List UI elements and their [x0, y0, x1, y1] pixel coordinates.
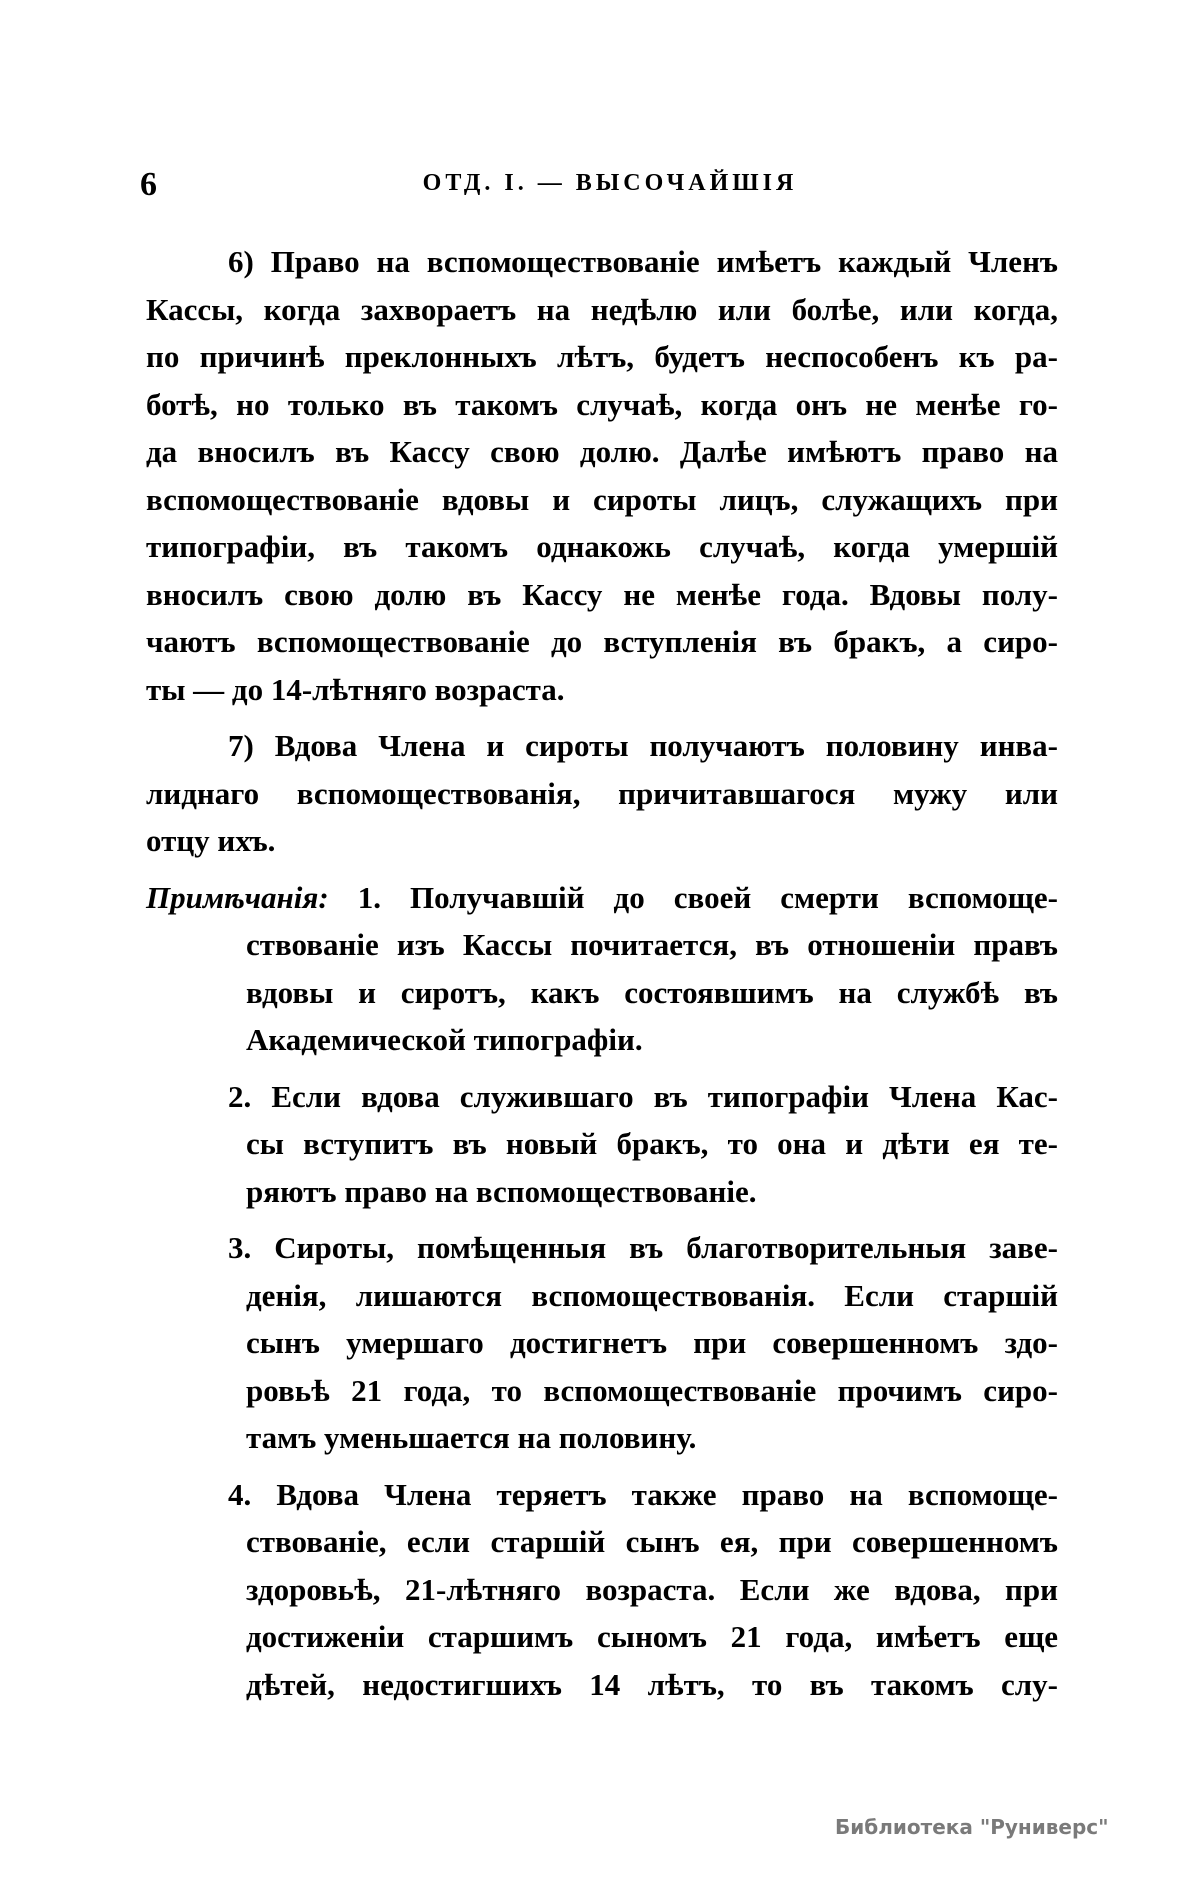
line-text: ботѣ, но только въ такомъ случаѣ, когда онъ не менѣе го-	[146, 386, 1058, 422]
line-text: вспомоществованіе вдовы и сироты лицъ, служащихъ при	[146, 481, 1058, 517]
line-text: лиднаго вспомоществованія, причитавшагося мужу или	[146, 775, 1058, 811]
text-line	[146, 618, 1058, 666]
page-number: 6	[140, 166, 157, 203]
text-line	[146, 1613, 1058, 1661]
text-line	[146, 1168, 1058, 1216]
line-text: чаютъ вспомоществованіе до вступленія въ бракъ, а сиро-	[146, 624, 1058, 659]
line-text: сы вступитъ въ новый бракъ, то она и дѣти ея те-	[246, 1126, 1058, 1161]
line-text: ствованіе, если старшій сынъ ея, при совершенномъ	[246, 1524, 1058, 1559]
text-line	[146, 1319, 1058, 1367]
text-line	[146, 1272, 1058, 1320]
line-text: достиженіи старшимъ сыномъ 21 года, имѣетъ еще	[246, 1619, 1058, 1654]
text-line	[146, 874, 1058, 922]
line-text: вдовы и сиротъ, какъ состоявшимъ на службѣ въ	[246, 974, 1058, 1010]
line-text: да вносилъ въ Кассу свою долю. Далѣе имѣютъ право на	[146, 434, 1058, 469]
text-line	[146, 571, 1058, 619]
line-text: 3. Сироты, помѣщенныя въ благотворительныя заве-	[228, 1230, 1058, 1265]
line-text: 1. Получавшій до своей смерти вспомоще-	[357, 879, 1058, 915]
paragraph	[146, 238, 1058, 713]
note-item	[146, 1224, 1058, 1462]
text-line	[146, 969, 1058, 1017]
text-line	[146, 1471, 1058, 1519]
text-line	[146, 921, 1058, 969]
running-head: ОТД. I. — ВЫСОЧАЙШІЯ	[422, 170, 798, 196]
line-text: сынъ умершаго достигнетъ при совершенномъ здо-	[246, 1325, 1058, 1360]
line-text: Кассы, когда захвораетъ на недѣлю или болѣе, или когда,	[146, 291, 1058, 327]
body-text	[146, 238, 1058, 1708]
text-line	[146, 1414, 1058, 1462]
note-item	[146, 1471, 1058, 1709]
line-text: ствованіе изъ Кассы почитается, въ отношеніи правъ	[246, 927, 1058, 962]
line-text: Академической типографіи.	[246, 1022, 643, 1057]
text-line	[146, 666, 1058, 714]
line-text: вносилъ свою долю въ Кассу не менѣе года. Вдовы полу-	[146, 576, 1058, 612]
text-line	[146, 1661, 1058, 1709]
paragraph	[146, 722, 1058, 865]
text-line	[146, 238, 1058, 286]
line-text: ровьѣ 21 года, то вспомоществованіе прочимъ сиро-	[246, 1372, 1058, 1408]
text-line	[146, 333, 1058, 381]
text-line	[146, 523, 1058, 571]
text-line	[146, 381, 1058, 429]
library-watermark: Библиотека "Руниверс"	[835, 1815, 1109, 1839]
text-line	[146, 476, 1058, 524]
text-line	[146, 817, 1058, 865]
line-text: здоровьѣ, 21-лѣтняго возраста. Если же вдова, при	[246, 1571, 1058, 1607]
line-text: типографіи, въ такомъ однакожь случаѣ, когда умершій	[146, 529, 1058, 564]
text-line	[146, 1367, 1058, 1415]
text-line	[146, 286, 1058, 334]
text-line	[146, 1518, 1058, 1566]
line-text: ряютъ право на вспомоществованіе.	[246, 1173, 757, 1209]
line-text: 2. Если вдова служившаго въ типографіи Члена Кас-	[228, 1078, 1058, 1114]
text-line	[146, 1073, 1058, 1121]
line-text: 4. Вдова Члена теряетъ также право на вспомоще-	[228, 1476, 1058, 1512]
note-item	[146, 1073, 1058, 1216]
line-text: 6) Право на вспомоществованіе имѣетъ каждый Членъ	[228, 244, 1058, 279]
text-line	[146, 1224, 1058, 1272]
line-text: ты — до 14-лѣтняго возраста.	[146, 671, 565, 707]
line-text: по причинѣ преклонныхъ лѣтъ, будетъ неспособенъ къ ра-	[146, 339, 1058, 374]
line-text: дѣтей, недостигшихъ 14 лѣтъ, то въ такомъ слу-	[246, 1666, 1058, 1702]
text-line	[146, 770, 1058, 818]
line-text: тамъ уменьшается на половину.	[246, 1420, 697, 1455]
line-text: денія, лишаются вспомоществованія. Если старшій	[246, 1277, 1058, 1313]
text-line	[146, 722, 1058, 770]
text-line	[146, 1566, 1058, 1614]
notes-label: Примѣчанія:	[146, 879, 329, 915]
text-line	[146, 1120, 1058, 1168]
text-line	[146, 428, 1058, 476]
text-line	[146, 1016, 1058, 1064]
note-item	[146, 874, 1058, 1064]
line-text: 7) Вдова Члена и сироты получаютъ половину инва-	[228, 728, 1058, 763]
line-text: отцу ихъ.	[146, 823, 276, 858]
